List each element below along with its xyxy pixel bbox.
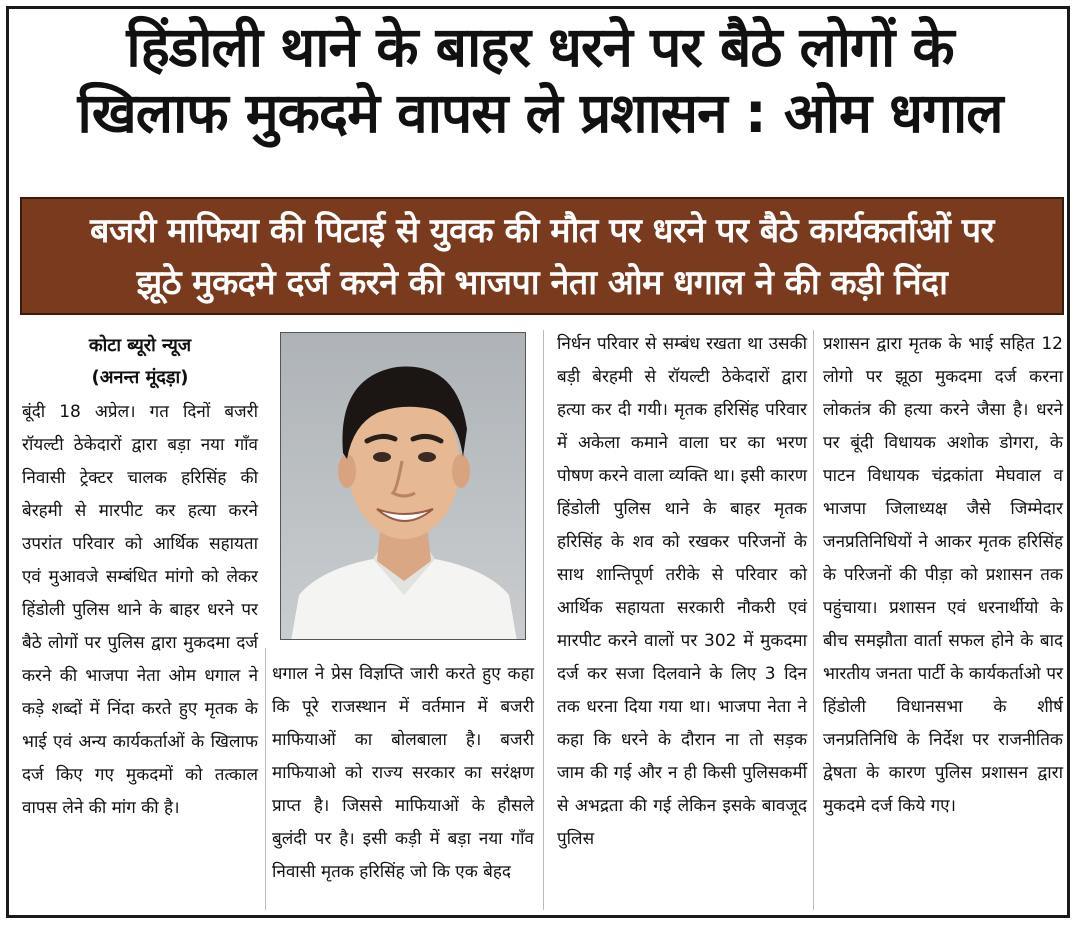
bureau-name: कोटा ब्यूरो न्यूज	[88, 335, 192, 356]
column-divider	[813, 330, 814, 910]
portrait-illustration	[281, 333, 526, 640]
subheadline	[22, 205, 1062, 309]
column-divider	[265, 648, 266, 910]
headline-line-2: खिलाफ मुकदमे वापस ले प्रशासन : ओम धगाल	[77, 81, 1003, 145]
article-column-3: निर्धन परिवार से सम्बंध रखता था उसकी बड़ी बेरहमी से रॉयल्टी ठेकेदारों द्वारा हत्या कर दी गयी। मृतक हरिसिंह परिवार में अकेला कमाने वाला घर का भरण पोषण करने वाला व्यक्ति था। इसी कारण हिंडोली पुलिस थाने के बाहर मृतक हरिसिंह के शव को रखकर परिजनों के साथ शान्तिपूर्ण तरीके से परिवार को आर्थिक सहायता सरकारी नौकरी एवं मारपीट करने वालों पर 302 में मुकदमा दर्ज कर सजा दिलवाने के लिए 3 दिन तक धरना दिया गया था। भाजपा नेता ने कहा कि धरने के दौरान ना तो सड़क जाम की गई और न ही किसी पुलिसकर्मी से अभद्रता की गई लेकिन इसके बावजूद पुलिस	[557, 334, 807, 849]
article-column-1: बूंदी 18 अप्रेल। गत दिनों बजरी रॉयल्टी ठेकेदारों द्वारा बड़ा नया गाँव निवासी ट्रेक्टर चालक हरिसिंह की बेरहमी से मारपीट कर हत्या करने उपरांत परिवार को आर्थिक सहायता एवं मुआवजे सम्बंधित मांगो को लेकर हिंडोली पुलिस थाने के बाहर धरने पर बैठे लोगों पर पुलिस द्वारा मुकदमा दर्ज करने की भाजपा नेता ओम धगाल ने कड़े शब्दों में निंदा करते हुए मृतक के भाई एवं अन्य कार्यकर्ताओं के खिलाफ दर्ज किए गए मुकदमों को तत्काल वापस लेने की मांग की है।	[22, 402, 258, 818]
subheadline-line-1: बजरी माफिया की पिटाई से युवक की मौत पर धरने पर बैठे कार्यकर्ताओं पर	[90, 211, 994, 251]
headline-line-1: हिंडोली थाने के बाहर धरने पर बैठे लोगों के	[126, 15, 954, 79]
portrait-photo	[280, 332, 526, 640]
byline	[22, 330, 258, 394]
subheadline-banner	[20, 197, 1064, 315]
column-divider	[543, 330, 544, 910]
article-column-2: धगाल ने प्रेस विज्ञप्ति जारी करते हुए कहा कि पूरे राजस्थान में वर्तमान में बजरी माफियाओं का बोलबाला है। बजरी माफियाओ को राज्य सरकार का सरंक्षण प्राप्त है। जिससे माफियाओं के हौसले बुलंदी पर है। इसी कड़ी में बड़ा नया गाँव निवासी मृतक हरिसिंह जो कि एक बेहद	[272, 664, 534, 882]
subheadline-line-2: झूठे मुकदमे दर्ज करने की भाजपा नेता ओम धगाल ने की कड़ी निंदा	[136, 263, 948, 303]
article-column-4: प्रशासन द्वारा मृतक के भाई सहित 12 लोगो पर झूठा मुकदमा दर्ज करना लोकतंत्र की हत्या करने जैसा है। धरने पर बूंदी विधायक अशोक डोगरा, के पाटन विधायक चंद्रकांता मेघवाल व भाजपा जिलाध्यक्ष जैसे जिम्मेदार जनप्रतिनिधियों ने आकर मृतक हरिसिंह के परिजनों की पीड़ा को प्रशासन तक पहुंचाया। प्रशासन एवं धरनार्थीयो के बीच समझौता वार्ता सफल होने के बाद भारतीय जनता पार्टी के कार्यकर्ताओ पर हिंडोली विधानसभा के शीर्ष जनप्रतिनिधि के निर्देश पर राजनीतिक द्वेषता के कारण पुलिस प्रशासन द्वारा मुकदमे दर्ज किये गए।	[823, 334, 1063, 816]
reporter-name: (अनन्त मूंदड़ा)	[91, 367, 189, 388]
headline	[10, 14, 1070, 146]
